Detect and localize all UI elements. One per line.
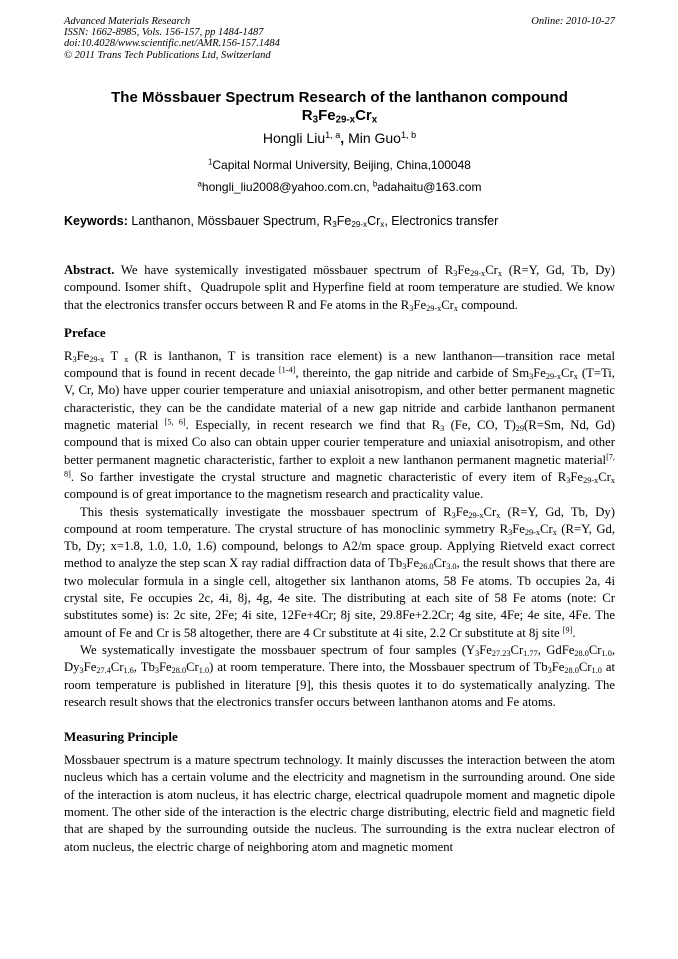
abstract-paragraph: Abstract. We have systemically investigated mössbauer spectrum of $R_3Fe_{29-x}Cr_x$ (R=Y, Gd, Tb, Dy) compound. Isomer shift、Quadrupole split and Hyperfine field at room temperature are studied. We know that the electronics transfer occurs between R and Fe atoms in the $R_3Fe_{29-x}Cr_x$ compound. — [64, 263, 615, 313]
preface-paragraph-2: This thesis systematically investigate the mossbauer spectrum of $R_3Fe_{29-x}Cr_x$ (R=Y, Gd, Tb, Dy) compound at room temperature. The crystal structure of has monoclinic symmetry $R_3Fe_{29-x}Cr_x$ (R=Y, Gd, Tb, Dy; x=1.8, 1.0, 1.0, 1.6) compound, belongs to A2/m space group. Applying Rietveld exact correct method to analyze the step scan X ray radial diffraction data of $Tb_3Fe_{26.0}Cr_{3.0}$, the result shows that there are two molecular formula in a single cell, altogether six lanthanon atoms, 58 Fe atoms. Tb occupies 2a, 4i crystal site, Fe occupies 2c, 4i, 8j, 4g, 4e site. The distributing at each site of 58 Fe atoms (note: Cr substitutes some) is: 2c site, 2Fe; 4i site, 12Fe+4Cr; 8j site, 29.8Fe+2.2Cr; 4g site, 4Fe; 4e site, 4Fe. The amount of Fe and Cr is 58 altogether, there are 4 Cr substitute at 4i site, 2.2 Cr substitute at 8j site [9]. — [64, 504, 615, 640]
ref-7-8[interactable]: [7, 8] — [64, 452, 615, 479]
keywords-label: Keywords: — [64, 214, 128, 228]
keywords: Keywords: Lanthanon, Mössbauer Spectrum, $R_3Fe_{29-x}Cr_x$, Electronics transfer — [64, 214, 499, 230]
abstract-label: Abstract. — [64, 263, 115, 277]
doi-line: doi:10.4028/www.scientific.net/AMR.156-157.1484 — [64, 38, 280, 50]
affiliation: $^1$Capital Normal University, Beijing, China,100048 — [208, 157, 471, 172]
paper-title — [64, 89, 615, 125]
email-b[interactable]: adahaitu@163.com — [377, 180, 482, 194]
author-2: Min Guo — [348, 130, 401, 146]
preface-paragraph-1: $R_3Fe_{29-x}$ T $_x$ (R is lanthanon, T is transition race element) is a new lanthanon—transition race metal compound that is found in recent decade [1-4], thereinto, the gap nitride and carbide of $Sm_3Fe_{29-x}Cr_x$ (T=Ti, V, Cr, Mo) have upper courier temperature and uniaxial anisotropism, and other better permanent magnetic characteristic, they can be the candidate material of a new gap nitride and carbide lanthanon permanent magnetic material [5, 6]. Especially, in recent research we find that $R_3$ (Fe, CO, $T)_{29}(R=Sm$, Nd, Gd) compound that is mixed Co also can obtain upper courier temperature and uniaxial anisotropism, and other better permanent magnetic characteristic, farther to exploit a new lanthanon permanent magnetic material[7, 8]. So farther investigate the crystal structure and magnetic characteristic of every item of $R_3Fe_{29-x}Cr_x$ compound is of great importance to the magnetism research and practicality value. — [64, 348, 615, 502]
title-formula: $R_3Fe_{29-x}Cr_x$ — [301, 107, 378, 126]
measuring-principle-heading: Measuring Principle — [64, 729, 178, 745]
author-1: Hongli Liu — [262, 130, 326, 146]
author-1-affil: 1, a — [325, 130, 341, 140]
ref-9[interactable]: [9] — [562, 625, 573, 635]
author-list: Hongli Liu$^{1, a}$, Min Guo$^{1, b}$ — [262, 130, 417, 146]
measuring-paragraph: Mossbauer spectrum is a mature spectrum technology. It mainly discusses the interaction between the atom nucleus which has a certain volume and the electricity and magnetism in the surrounding around. One side of the interaction is atom nucleus, it has electric charge, electrical quadrupole moment and magnetic dipole moment. The other side of the interaction is the electric charge distributing, electric field and magnetic field that are shaped by the surrounding outside the nucleus. The surrounding is the extra nuclear electron of atom nucleus, the electric charge of neighboring atom and magnetic moment — [64, 753, 615, 854]
author-2-affil: 1, b — [400, 130, 417, 140]
main-text — [64, 262, 615, 856]
affiliation-text: Capital Normal University, Beijing, China,100048 — [212, 158, 471, 172]
ref-5-6[interactable]: [5, 6] — [164, 417, 186, 427]
journal-header — [64, 16, 280, 61]
preface-paragraph-3: We systematically investigate the mossbauer spectrum of four samples ($Y_3Fe_{27.23}Cr_{1.77}$, $GdFe_{28.0}Cr_{1.0}$, $Dy_3Fe_{27.4}Cr_{1.6}$, $Tb_3Fe_{28.0}Cr_{1.0}$) at room temperature. There into, the Mossbauer spectrum of $Tb_3Fe_{28.0}Cr_{1.0}$ at room temperature is published in literature [9], this thesis quotes it to do systematically analyzing. The research result shows that the electronics transfer occurs between lanthanon atoms and Fe atoms. — [64, 642, 615, 709]
preface-heading: Preface — [64, 324, 106, 340]
ref-1-4[interactable]: [1-4] — [278, 365, 296, 375]
journal-name: Advanced Materials Research — [64, 16, 191, 27]
email-a[interactable]: hongli_liu2008@yahoo.com.cn — [201, 180, 367, 194]
email-line: $^a$hongli_liu2008@yahoo.com.cn, $^b$adahaitu@163.com — [197, 179, 482, 194]
copyright-line: © 2011 Trans Tech Publications Ltd, Switzerland — [64, 49, 271, 61]
issn-line: ISSN: 1662-8985, Vols. 156-157, pp 1484-1487 — [64, 27, 264, 39]
title-line-1: The Mössbauer Spectrum Research of the lanthanon compound — [111, 89, 568, 106]
online-date: Online: 2010-10-27 — [531, 16, 615, 27]
